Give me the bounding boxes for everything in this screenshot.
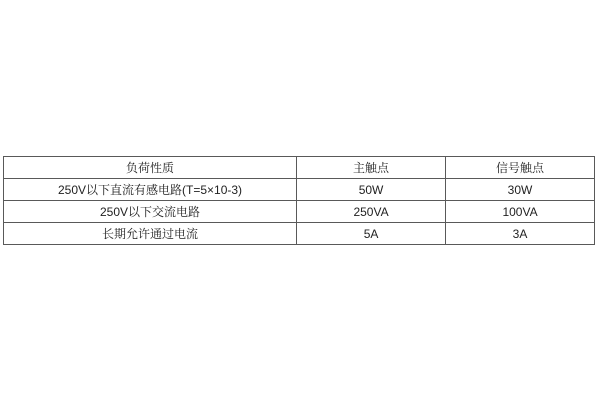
cell-continuous-current-signal: 3A (446, 223, 595, 245)
cell-dc-inductive-signal: 30W (446, 179, 595, 201)
cell-continuous-current-label: 长期允许通过电流 (4, 223, 297, 245)
cell-ac-circuit-signal: 100VA (446, 201, 595, 223)
cell-continuous-current-main: 5A (297, 223, 446, 245)
table-row-dc-inductive (4, 179, 595, 201)
header-signal-contact: 信号触点 (446, 157, 595, 179)
cell-ac-circuit-label: 250V以下交流电路 (4, 201, 297, 223)
cell-ac-circuit-main: 250VA (297, 201, 446, 223)
header-row (4, 157, 595, 179)
table-row-continuous-current (4, 223, 595, 245)
contact-load-spec-table (3, 156, 595, 245)
table-row-ac-circuit (4, 201, 595, 223)
cell-dc-inductive-main: 50W (297, 179, 446, 201)
cell-dc-inductive-label: 250V以下直流有感电路(T=5×10-3) (4, 179, 297, 201)
header-load-nature: 负荷性质 (4, 157, 297, 179)
header-main-contact: 主触点 (297, 157, 446, 179)
